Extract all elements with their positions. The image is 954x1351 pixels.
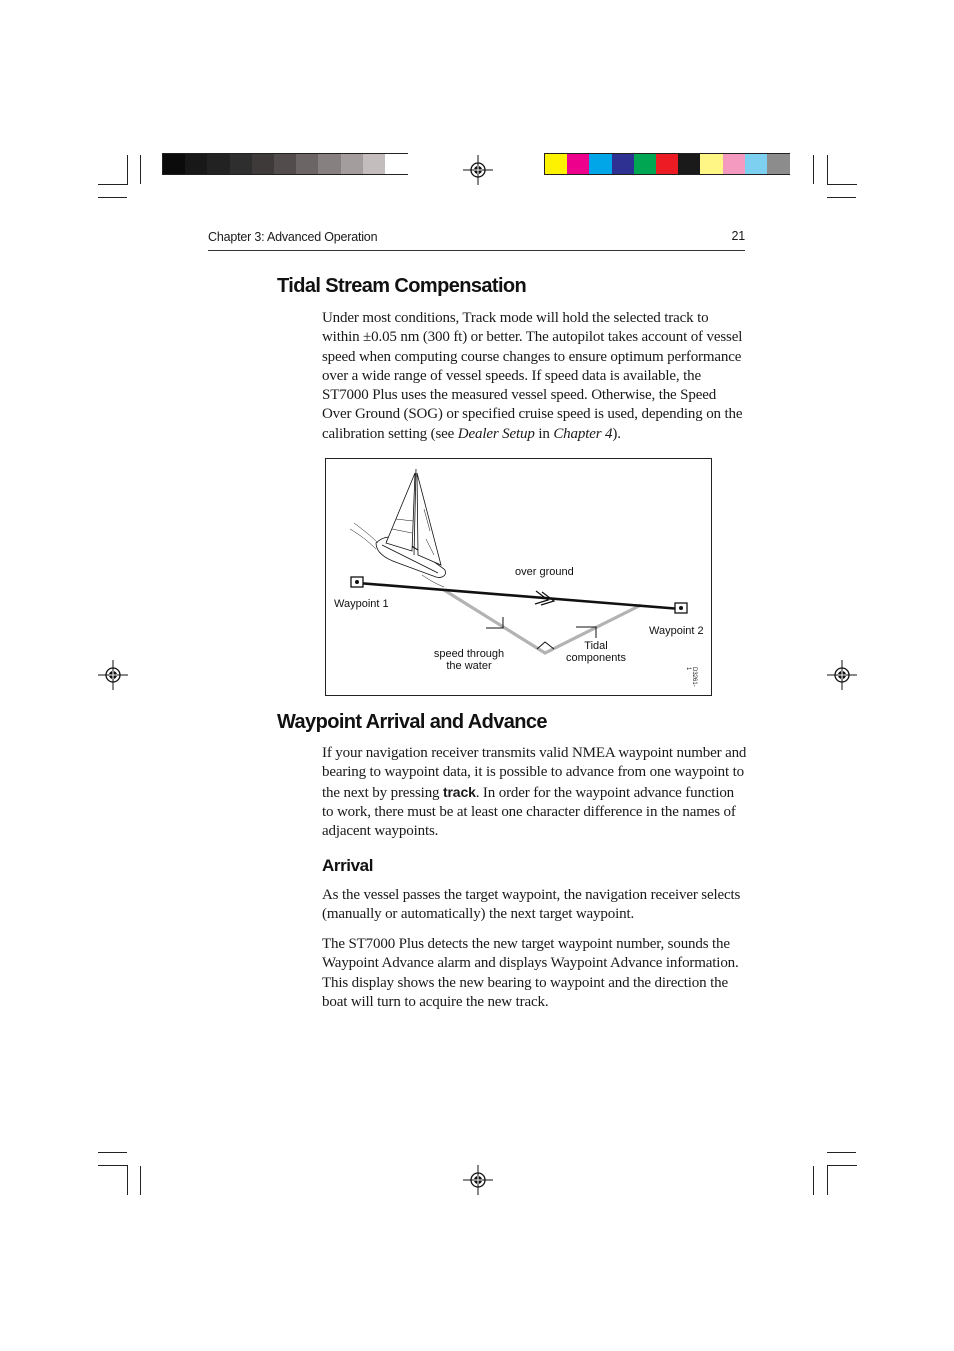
- track-key: track: [443, 783, 476, 800]
- color-swatch: [230, 154, 253, 174]
- waypoint-text-end: . In order for the waypoint advance function to work, there must be at least one character difference in the names of adjacent waypoints.: [322, 784, 736, 840]
- waypoint-1-marker-icon: [351, 577, 363, 587]
- tidal-paragraph: [322, 309, 747, 444]
- color-swatch: [634, 154, 657, 174]
- ground-track-line: [358, 583, 681, 609]
- tidal-text: Under most conditions, Track mode will hold the selected track to within ±0.05 nm (300 ft) or better. The autopilot takes account of vessel speed when computing course changes to ensure optimum performance over a wide range of vessel speeds. If speed data is available, the ST7000 Plus uses the measured vessel speed. Otherwise, the Speed Over Ground (SOG) or specified cruise speed is used, depending on the calibration setting (see: [322, 310, 743, 442]
- arrival-paragraph-2: The ST7000 Plus detects the new target waypoint number, sounds the Waypoint Advance alarm and displays Waypoint Advance information. This display shows the new bearing to waypoint and the direction the boat will turn to acquire the new track.: [322, 936, 739, 1010]
- color-swatch: [341, 154, 364, 174]
- grey-scale-bar: [162, 153, 408, 175]
- color-swatch: [207, 154, 230, 174]
- page-number: 21: [731, 229, 745, 243]
- color-swatch: [723, 154, 746, 174]
- registration-mark-icon: [827, 660, 857, 690]
- color-swatch: [296, 154, 319, 174]
- color-swatch: [589, 154, 612, 174]
- section-heading-tidal: Tidal Stream Compensation: [277, 275, 527, 297]
- running-header: [208, 229, 745, 251]
- dealer-setup-ref: Dealer Setup: [457, 425, 535, 442]
- sailboat-icon: [350, 469, 446, 587]
- color-swatch: [612, 154, 635, 174]
- label-tidal-components: [563, 640, 629, 664]
- track-diagram: [326, 459, 713, 697]
- color-swatch: [678, 154, 701, 174]
- tidal-compensation-figure: [325, 458, 712, 696]
- color-swatch: [318, 154, 341, 174]
- color-swatch: [274, 154, 297, 174]
- color-swatch: [700, 154, 723, 174]
- registration-mark-icon: [463, 1165, 493, 1195]
- label-waypoint-1: Waypoint 1: [334, 598, 389, 610]
- waypoint-2-marker-icon: [675, 603, 687, 613]
- color-swatch: [185, 154, 208, 174]
- registration-mark-icon: [463, 155, 493, 185]
- chapter-title: Chapter 3: Advanced Operation: [208, 230, 378, 244]
- color-swatch: [252, 154, 275, 174]
- color-swatch: [363, 154, 386, 174]
- tidal-text-end: ).: [612, 425, 621, 442]
- label-speed-through-water: [432, 648, 506, 672]
- label-the-water: the water: [446, 660, 492, 672]
- color-swatch: [163, 154, 186, 174]
- label-over-ground: over ground: [515, 566, 574, 578]
- arrival-paragraph-1: As the vessel passes the target waypoint, the navigation receiver selects (manually or automatically) the next target waypoint.: [322, 887, 741, 923]
- label-speed-through: speed through: [433, 648, 505, 660]
- subheading-arrival: Arrival: [322, 856, 374, 875]
- color-swatch: [545, 154, 568, 174]
- color-swatch: [745, 154, 768, 174]
- waypoint-text: If your navigation receiver transmits valid NMEA waypoint number and bearing to waypoint data, it is possible to advance from one waypoint to the next by pressing: [322, 745, 747, 801]
- figure-id: D3261-1: [685, 667, 697, 687]
- color-swatch: [567, 154, 590, 174]
- registration-mark-icon: [98, 660, 128, 690]
- label-waypoint-2: Waypoint 2: [649, 625, 704, 637]
- tidal-text-in: in: [534, 425, 554, 442]
- section-heading-waypoint: Waypoint Arrival and Advance: [277, 711, 547, 733]
- waypoint-paragraph: [322, 744, 747, 841]
- label-components: components: [566, 652, 626, 664]
- color-bar: [544, 153, 790, 175]
- label-tidal: Tidal: [584, 640, 608, 652]
- chapter-ref: Chapter 4: [553, 425, 613, 442]
- color-swatch: [656, 154, 679, 174]
- color-swatch: [767, 154, 790, 174]
- color-swatch: [385, 154, 408, 174]
